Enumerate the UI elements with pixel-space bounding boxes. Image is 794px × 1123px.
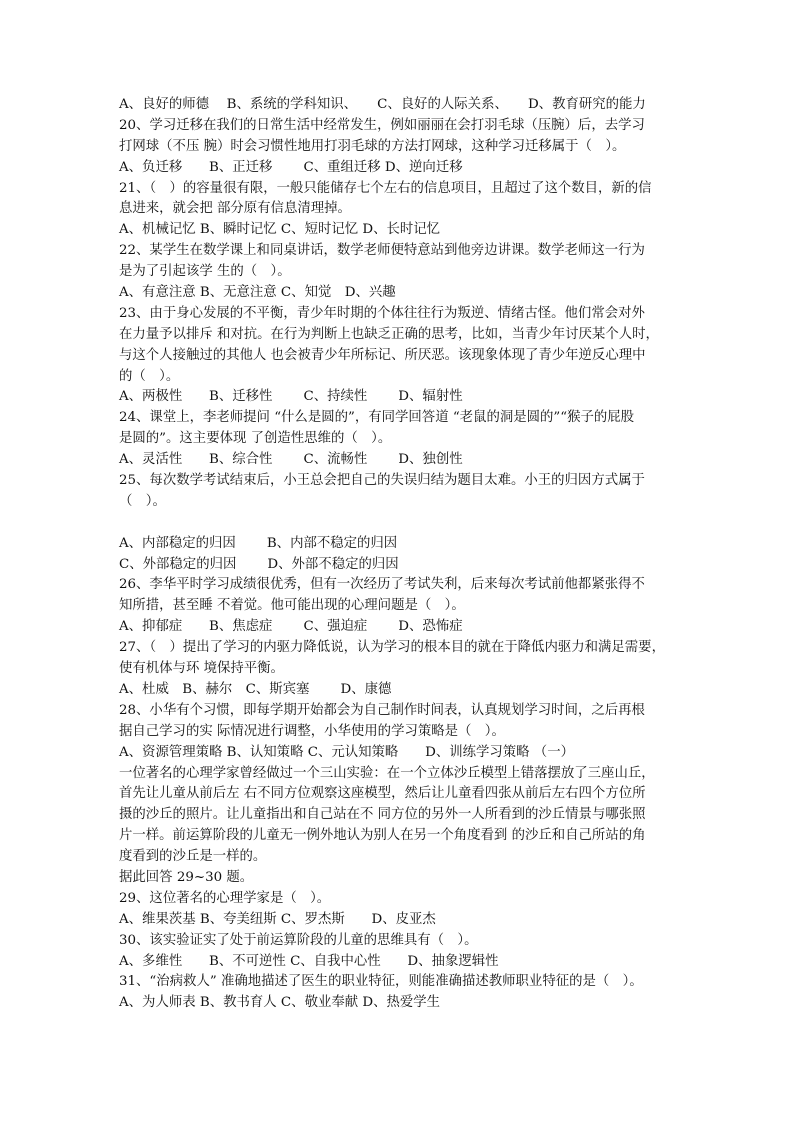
- text-line: A、为人师表 B、教书育人 C、敬业奉献 D、热爱学生: [119, 995, 441, 1011]
- text-line: 摄的沙丘的照片。让儿童指出和自己站在不 同方位的另外一人所看到的沙丘情景与哪张照: [119, 807, 646, 823]
- text-line: 31、“治病救人” 准确地描述了医生的职业特征，则能准确描述教师职业特征的是（ ）。: [119, 974, 643, 990]
- text-line: A、多维性 B、不可逆性 C、自我中心性 D、抽象逻辑性: [119, 953, 499, 969]
- text-line: 在力量予以排斥 和对抗。在行为判断上也缺乏正确的思考，比如，当青少年讨厌某个人时，: [119, 326, 659, 342]
- blank-line: [119, 513, 679, 534]
- text-line: 21、（ ）的容量很有限，一般只能储存七个左右的信息项目，且超过了这个数目，新的信: [119, 180, 652, 196]
- text-line: 据自己学习的实 际情况进行调整，小华使用的学习策略是（ ）。: [119, 723, 505, 739]
- text-line: A、有意注意 B、无意注意 C、知觉 D、兴趣: [119, 285, 396, 301]
- text-line: A、良好的师德 B、系统的学科知识、 C、良好的人际关系、 D、教育研究的能力: [119, 97, 646, 112]
- text-line: 26、李华平时学习成绩很优秀，但有一次经历了考试失利，后来每次考试前他都紧张得不: [119, 577, 645, 593]
- text-line: A、杜威 B、赫尔 C、斯宾塞 D、康德: [119, 681, 392, 697]
- document-body: [119, 95, 679, 1014]
- text-line: 的（ ）。: [119, 368, 180, 384]
- text-line: 据此回答 29~30 题。: [119, 869, 254, 885]
- text-line: 片一样。前运算阶段的儿童无一例外地认为别人在另一个角度看到 的沙丘和自己所站的角: [119, 828, 646, 844]
- text-line: 24、课堂上，李老师提问 “什么是圆的”，有同学回答道 “老鼠的洞是圆的”“猴子的屁股: [119, 410, 635, 426]
- text-line: 知所措，甚至睡 不着觉。他可能出现的心理问题是（ ）。: [119, 598, 465, 614]
- text-line: 22、某学生在数学课上和同桌讲话，数学老师便特意站到他旁边讲课。数学老师这一行为: [119, 243, 645, 259]
- text-line: 27、（ ）提出了学习的内驱力降低说，认为学习的根本目的就在于降低内驱力和满足需要，: [119, 640, 665, 656]
- text-line: A、负迁移 B、正迁移 C、重组迁移 D、逆向迁移: [119, 159, 463, 175]
- text-line: C、外部稳定的归因 D、外部不稳定的归因: [119, 556, 399, 572]
- text-line: 息进来，就会把 部分原有信息清理掉。: [119, 201, 351, 217]
- text-line: （ ）。: [119, 493, 166, 509]
- text-line: 20、学习迁移在我们的日常生活中经常发生，例如丽丽在会打羽毛球（压腕）后，去学习: [119, 117, 645, 133]
- text-line: 打网球（不压 腕）时会习惯性地用打羽毛球的方法打网球，这种学习迁移属于（ ）。: [119, 138, 626, 154]
- text-line: 30、该实验证实了处于前运算阶段的儿童的思维具有（ ）。: [119, 932, 478, 948]
- text-line: A、两极性 B、迁移性 C、持续性 D、辐射性: [119, 389, 463, 405]
- text-line: 首先让儿童从前后左 右不同方位观察这座模型，然后让儿童看四张从前后左右四个方位所: [119, 786, 646, 802]
- text-line: A、抑郁症 B、焦虑症 C、强迫症 D、恐怖症: [119, 619, 463, 635]
- text-line: A、资源管理策略 B、认知策略 C、元认知策略 D、训练学习策略 （一）: [119, 744, 574, 760]
- text-line: 23、由于身心发展的不平衡，青少年时期的个体往往行为叛逆、情绪古怪。他们常会对外: [119, 305, 645, 321]
- text-line: 25、每次数学考试结束后，小王总会把自己的失误归结为题目太难。小王的归因方式属于: [119, 473, 645, 489]
- text-line: A、机械记忆 B、瞬时记忆 C、短时记忆 D、长时记忆: [119, 222, 441, 238]
- text-line: 一位著名的心理学家曾经做过一个三山实验：在一个立体沙丘模型上错落摆放了三座山丘，: [119, 765, 655, 781]
- text-line: 是圆的”。这主要体现 了创造性思维的（ ）。: [119, 431, 392, 447]
- text-line: A、灵活性 B、综合性 C、流畅性 D、独创性: [119, 452, 463, 468]
- text-line: A、内部稳定的归因 B、内部不稳定的归因: [119, 535, 398, 551]
- text-line: A、维果茨基 B、夸美纽斯 C、罗杰斯 D、皮亚杰: [119, 911, 436, 927]
- text-line: 度看到的沙丘是一样的。: [119, 849, 267, 865]
- text-line: 使有机体与环 境保持平衡。: [119, 661, 284, 677]
- text-line: 是为了引起该学 生的（ ）。: [119, 264, 291, 280]
- text-line: 与这个人接触过的其他人 也会被青少年所标记、所厌恶。该现象体现了青少年逆反心理中: [119, 347, 646, 363]
- text-line: 28、小华有个习惯，即每学期开始都会为自己制作时间表，认真规划学习时间，之后再根: [119, 702, 645, 718]
- text-line: 29、这位著名的心理学家是（ ）。: [119, 890, 331, 906]
